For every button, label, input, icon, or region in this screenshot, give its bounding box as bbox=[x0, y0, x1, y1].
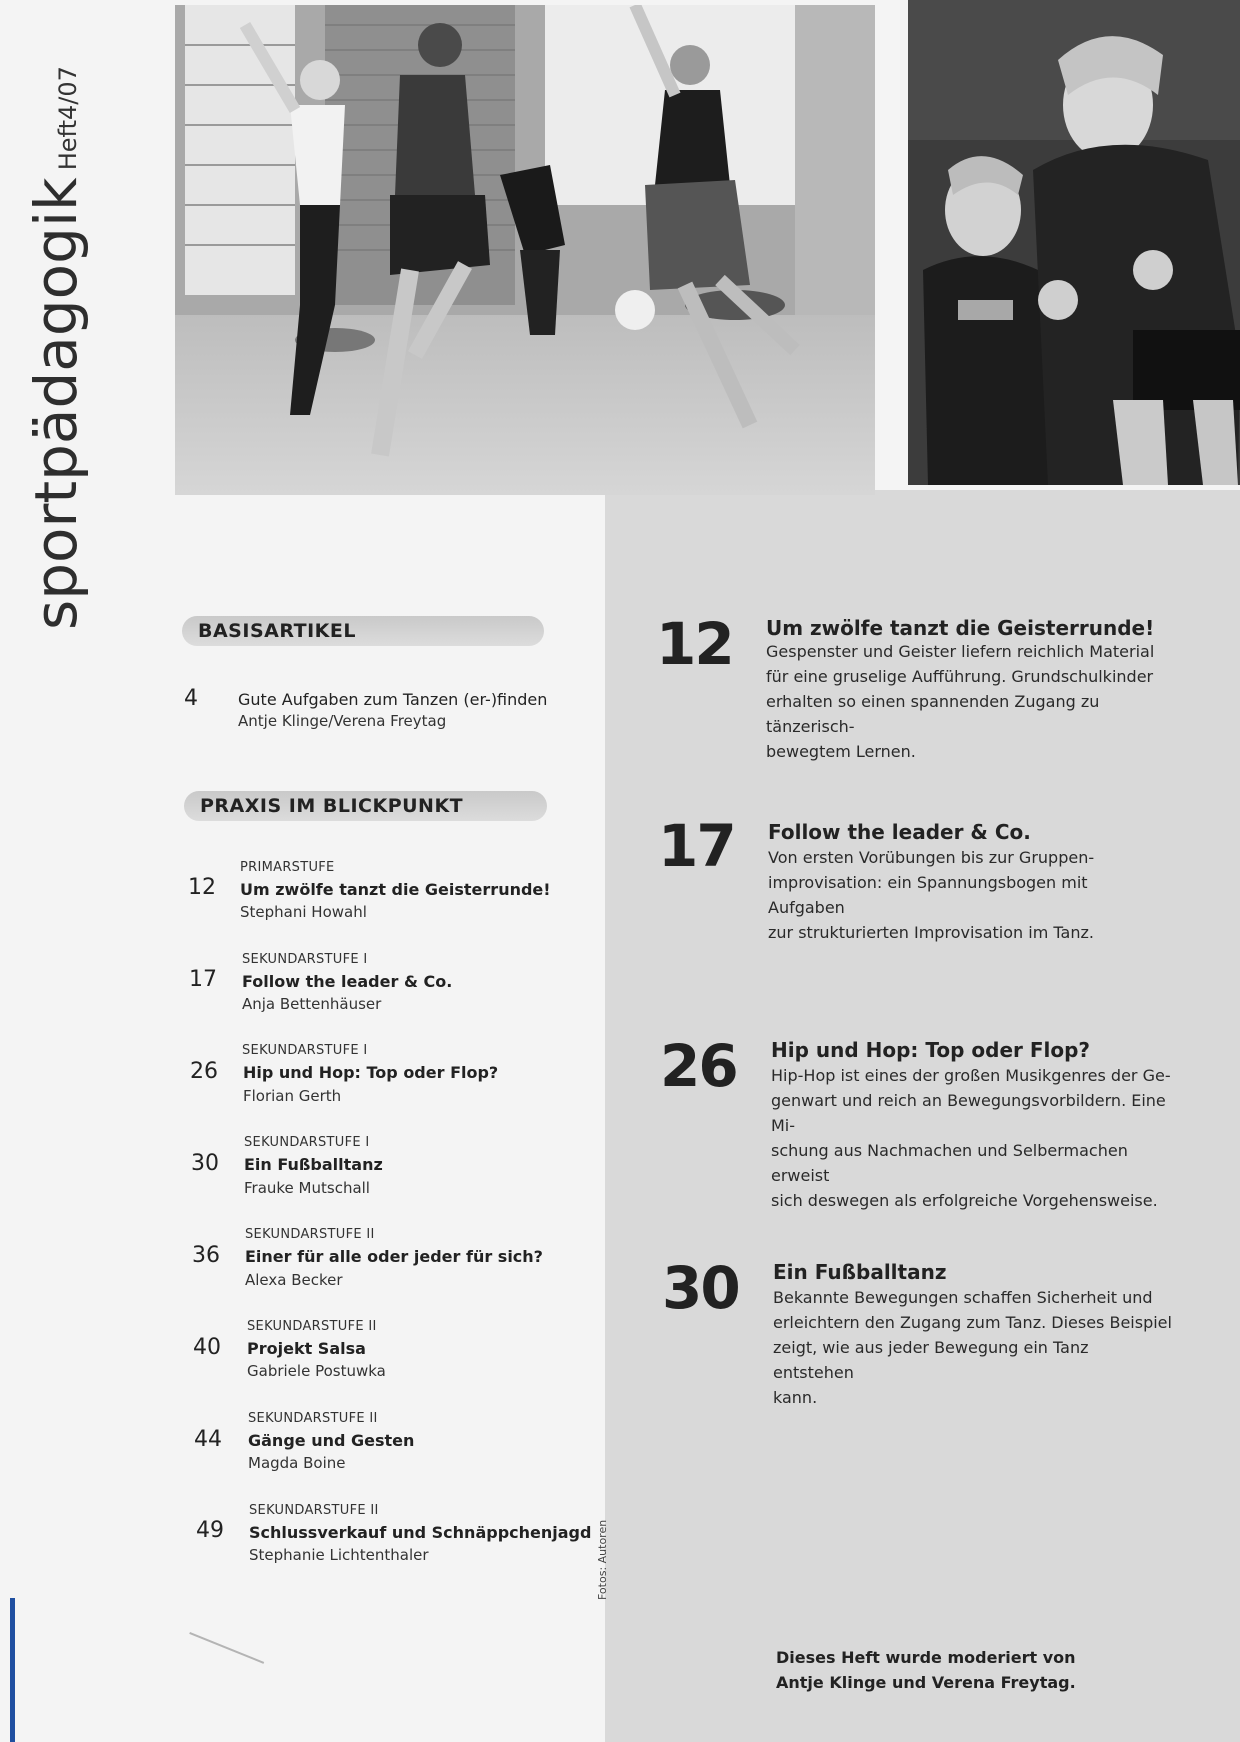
toc-author: Florian Gerth bbox=[243, 1087, 342, 1105]
toc-title: Schlussverkauf und Schnäppchenjagd bbox=[249, 1523, 592, 1542]
toc-page-number: 36 bbox=[192, 1243, 220, 1268]
toc-author: Anja Bettenhäuser bbox=[242, 995, 382, 1013]
feature-page-number: 12 bbox=[656, 610, 733, 678]
toc-author: Frauke Mutschall bbox=[244, 1179, 370, 1197]
toc-page-number: 17 bbox=[189, 967, 217, 992]
toc-title: Ein Fußballtanz bbox=[244, 1155, 383, 1174]
toc-page-number: 44 bbox=[194, 1427, 222, 1452]
dance-class-photo bbox=[175, 5, 875, 495]
masthead bbox=[22, 66, 102, 630]
feature-description: Hip-Hop ist eines der großen Musikgenres der Ge- genwart und reich an Bewegungsvorbildern. Eine Mi- schung aus Nachmachen und Selbermachen erweist sich deswegen als erfolgreiche Vorgehensweise. bbox=[771, 1066, 1171, 1210]
toc-category: SEKUNDARSTUFE I bbox=[242, 952, 368, 967]
feature-title: Um zwölfe tanzt die Geisterrunde! bbox=[766, 616, 1155, 640]
feature-description: Von ersten Vorübungen bis zur Gruppen- improvisation: ein Spannungsbogen mit Aufgaben zur strukturierten Improvisation im Tanz. bbox=[768, 848, 1095, 942]
toc-page-number: 40 bbox=[193, 1335, 221, 1360]
toc-title: Hip und Hop: Top oder Flop? bbox=[243, 1063, 499, 1082]
toc-title: Gänge und Gesten bbox=[248, 1431, 415, 1450]
toc-title: Gute Aufgaben zum Tanzen (er-)finden bbox=[238, 690, 548, 709]
feature-title: Follow the leader & Co. bbox=[768, 820, 1031, 844]
feature-description: Gespenster und Geister liefern reichlich Material für eine gruselige Aufführung. Grundschulkinder erhalten so einen spannenden Zugang zu tänzerisch- bewegtem Lernen. bbox=[766, 642, 1155, 761]
toc-category: SEKUNDARSTUFE II bbox=[245, 1227, 375, 1242]
toc-author: Gabriele Postuwka bbox=[247, 1362, 386, 1380]
toc-page-number: 30 bbox=[191, 1151, 219, 1176]
toc-category: SEKUNDARSTUFE I bbox=[242, 1043, 368, 1058]
feature-description: Bekannte Bewegungen schaffen Sicherheit und erleichtern den Zugang zum Tanz. Dieses Beispiel zeigt, wie aus jeder Bewegung ein Tanz entstehen kann. bbox=[773, 1288, 1172, 1407]
toc-page-number: 12 bbox=[188, 875, 216, 900]
two-girls-smiling-photo bbox=[908, 0, 1240, 485]
toc-category: SEKUNDARSTUFE I bbox=[244, 1135, 370, 1150]
issue-number: Heft4/07 bbox=[54, 66, 82, 171]
toc-page-number: 4 bbox=[184, 686, 198, 711]
section-heading-basisartikel: BASISARTIKEL bbox=[182, 616, 544, 646]
toc-author: Alexa Becker bbox=[245, 1271, 343, 1289]
feature-title: Ein Fußballtanz bbox=[773, 1260, 947, 1284]
toc-category: PRIMARSTUFE bbox=[240, 860, 335, 875]
toc-page-number: 49 bbox=[196, 1518, 224, 1543]
toc-title: Um zwölfe tanzt die Geisterrunde! bbox=[240, 880, 551, 899]
toc-title: Follow the leader & Co. bbox=[242, 972, 453, 991]
toc-category: SEKUNDARSTUFE II bbox=[247, 1319, 377, 1334]
feature-page-number: 17 bbox=[658, 812, 735, 880]
toc-category: SEKUNDARSTUFE II bbox=[249, 1503, 379, 1518]
magazine-name: sportpädagogik bbox=[22, 177, 90, 630]
feature-page-number: 26 bbox=[660, 1032, 737, 1100]
toc-page-number: 26 bbox=[190, 1059, 218, 1084]
pencil-stroke bbox=[189, 1632, 264, 1664]
section-heading-praxis: PRAXIS IM BLICKPUNKT bbox=[184, 791, 547, 821]
toc-author: Magda Boine bbox=[248, 1454, 346, 1472]
feature-page-number: 30 bbox=[662, 1254, 739, 1322]
photo-credit: Fotos: Autoren bbox=[596, 1519, 609, 1600]
toc-author: Stephani Howahl bbox=[240, 903, 367, 921]
feature-title: Hip und Hop: Top oder Flop? bbox=[771, 1038, 1091, 1062]
toc-author: Antje Klinge/Verena Freytag bbox=[238, 712, 447, 730]
toc-title: Einer für alle oder jeder für sich? bbox=[245, 1247, 543, 1266]
toc-category: SEKUNDARSTUFE II bbox=[248, 1411, 378, 1426]
binding-edge-mark bbox=[10, 1598, 15, 1742]
toc-title: Projekt Salsa bbox=[247, 1339, 366, 1358]
moderation-note: Dieses Heft wurde moderiert von Antje Klinge und Verena Freytag. bbox=[776, 1648, 1076, 1692]
toc-author: Stephanie Lichtenthaler bbox=[249, 1546, 429, 1564]
